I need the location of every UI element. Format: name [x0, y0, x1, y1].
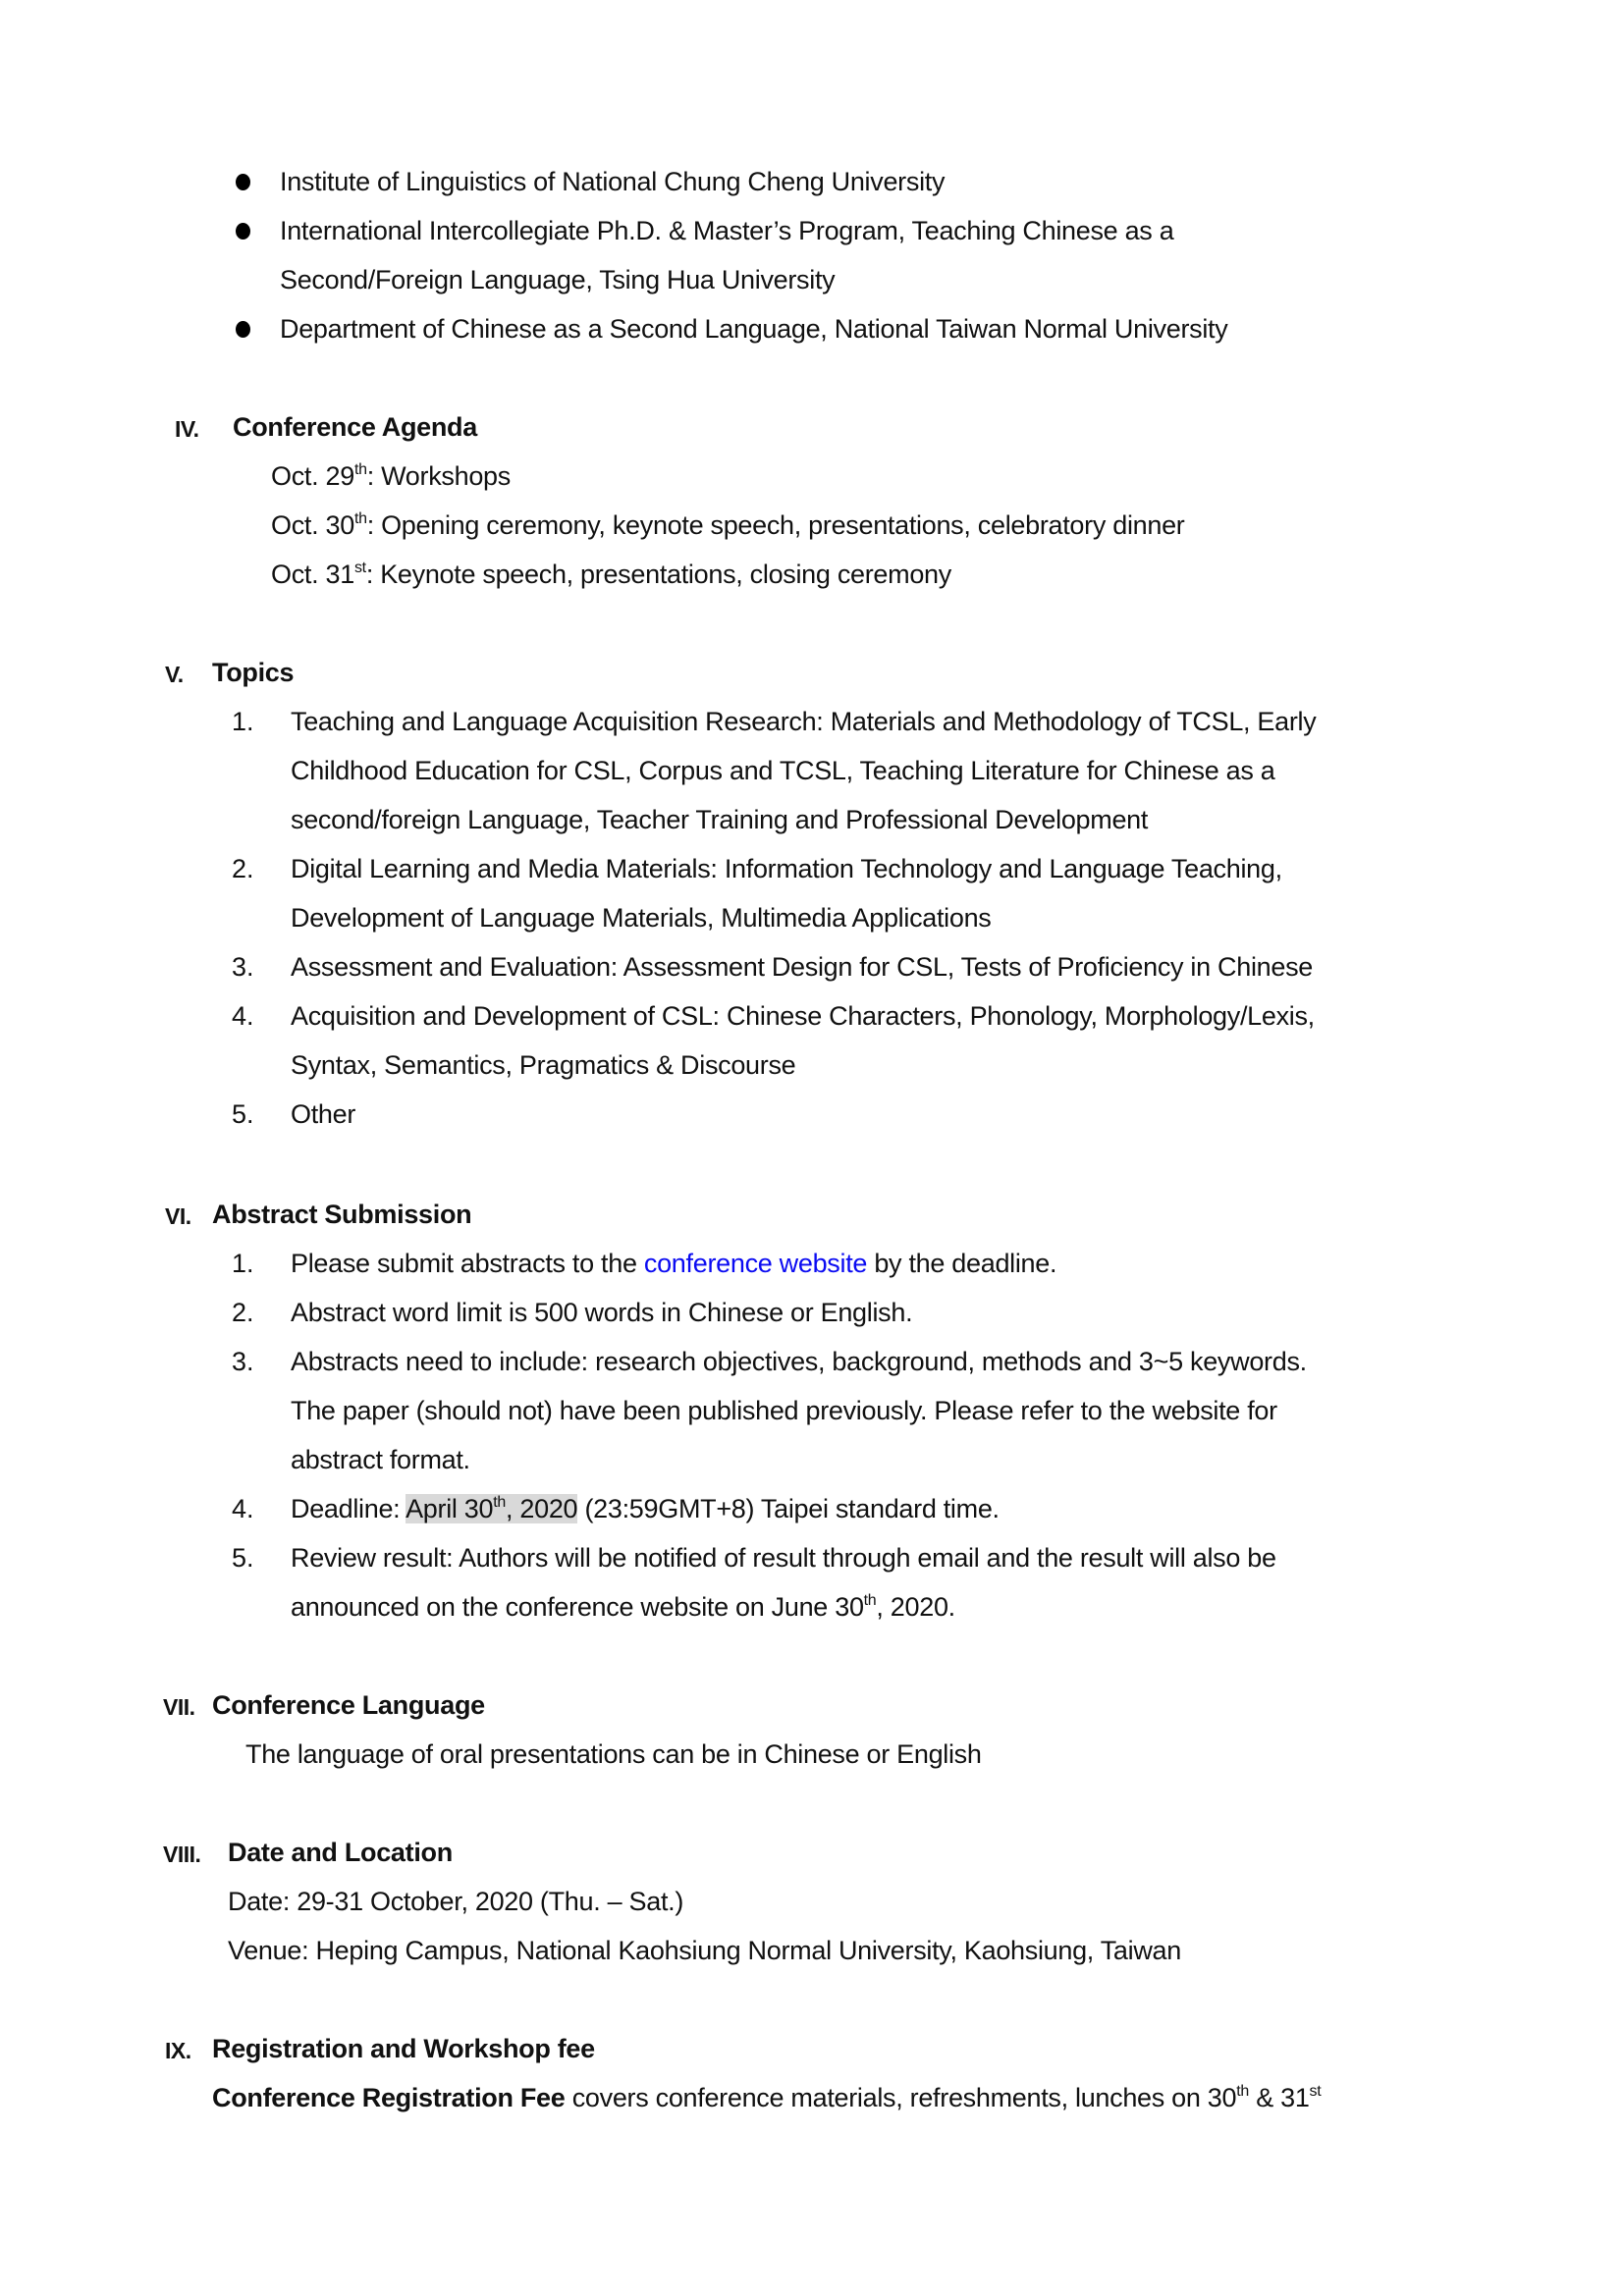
bullet-icon: [236, 174, 250, 190]
fee-label: Conference Registration Fee: [212, 2083, 566, 2112]
abstract-item: Abstract word limit is 500 words in Chinese or English.: [291, 1298, 913, 1327]
list-number: 5.: [232, 1543, 254, 1573]
topic-item: Teaching and Language Acquisition Research: Materials and Methodology of TCSL, Early: [291, 707, 1317, 736]
ordinal-suffix: th: [353, 510, 367, 527]
event-date: Date: 29-31 October, 2020 (Thu. – Sat.): [228, 1887, 684, 1916]
deadline-label: Deadline:: [291, 1494, 406, 1523]
organizer-item-continued: Second/Foreign Language, Tsing Hua University: [280, 265, 836, 294]
section-title: Conference Language: [212, 1690, 485, 1720]
organizer-item: Department of Chinese as a Second Language, National Taiwan Normal University: [280, 314, 1228, 344]
list-number: 3.: [232, 952, 254, 982]
section-numeral: V.: [165, 662, 184, 687]
agenda-text: : Opening ceremony, keynote speech, presentations, celebratory dinner: [366, 510, 1185, 540]
list-number: 4.: [232, 1494, 254, 1523]
ordinal-suffix: th: [353, 461, 367, 478]
ordinal-suffix: th: [1236, 2083, 1249, 2100]
agenda-item: [271, 508, 1185, 542]
section-numeral: IX.: [165, 2038, 191, 2063]
ordinal-suffix: st: [353, 560, 366, 576]
section-title: Topics: [212, 658, 295, 687]
ordinal-suffix: th: [493, 1494, 506, 1511]
deadline-item: [291, 1492, 1000, 1525]
abstract-text: Please submit abstracts to the: [291, 1249, 644, 1278]
list-number: 5.: [232, 1099, 254, 1129]
topic-item: Digital Learning and Media Materials: Information Technology and Language Teaching,: [291, 854, 1282, 883]
list-number: 1.: [232, 1249, 254, 1278]
list-number: 2.: [232, 854, 254, 883]
organizer-item: Institute of Linguistics of National Chung Cheng University: [280, 167, 946, 196]
section-title: Conference Agenda: [233, 412, 477, 442]
abstract-item-continued: abstract format.: [291, 1445, 470, 1474]
abstract-item-continued: [291, 1590, 955, 1624]
topic-item-continued: second/foreign Language, Teacher Training and Professional Development: [291, 805, 1149, 834]
topic-item-continued: Syntax, Semantics, Pragmatics & Discourse: [291, 1050, 796, 1080]
agenda-date: Oct. 31: [271, 560, 354, 589]
topic-item-continued: Childhood Education for CSL, Corpus and TCSL, Teaching Literature for Chinese as a: [291, 756, 1275, 785]
language-text: The language of oral presentations can be in Chinese or English: [245, 1739, 982, 1769]
section-title: Date and Location: [228, 1838, 453, 1867]
deadline-date: April 30: [406, 1494, 494, 1523]
topic-item: Other: [291, 1099, 356, 1129]
review-text: announced on the conference website on June 30: [291, 1592, 864, 1622]
agenda-date: Oct. 29: [271, 461, 354, 491]
agenda-text: : Keynote speech, presentations, closing ceremony: [365, 560, 951, 589]
section-numeral: VI.: [165, 1203, 191, 1229]
topic-item-continued: Development of Language Materials, Multimedia Applications: [291, 903, 992, 933]
bullet-icon: [236, 223, 250, 240]
topic-item: Assessment and Evaluation: Assessment Design for CSL, Tests of Proficiency in Chinese: [291, 952, 1314, 982]
event-venue: Venue: Heping Campus, National Kaohsiung Normal University, Kaohsiung, Taiwan: [228, 1936, 1181, 1965]
abstract-item: [291, 1247, 1056, 1280]
abstract-text: by the deadline.: [867, 1249, 1057, 1278]
section-numeral: VIII.: [163, 1842, 201, 1867]
list-number: 2.: [232, 1298, 254, 1327]
review-text: , 2020.: [876, 1592, 955, 1622]
fee-description: & 31: [1249, 2083, 1310, 2112]
agenda-text: : Workshops: [366, 461, 511, 491]
ordinal-suffix: st: [1309, 2083, 1322, 2100]
agenda-item: [271, 459, 511, 493]
conference-website-link[interactable]: conference website: [643, 1249, 868, 1278]
section-numeral: VII.: [163, 1694, 195, 1720]
section-title: Registration and Workshop fee: [212, 2034, 595, 2063]
list-number: 1.: [232, 707, 254, 736]
fee-description: covers conference materials, refreshments, lunches on 30: [565, 2083, 1237, 2112]
deadline-year: , 2020: [506, 1494, 578, 1523]
list-number: 4.: [232, 1001, 254, 1031]
organizer-item: International Intercollegiate Ph.D. & Master’s Program, Teaching Chinese as a: [280, 216, 1174, 245]
abstract-item-continued: The paper (should not) have been published previously. Please refer to the website for: [291, 1396, 1277, 1425]
topic-item: Acquisition and Development of CSL: Chinese Characters, Phonology, Morphology/Lexis,: [291, 1001, 1315, 1031]
deadline-time: (23:59GMT+8) Taipei standard time.: [577, 1494, 1000, 1523]
abstract-item: Abstracts need to include: research objectives, background, methods and 3~5 keywords.: [291, 1347, 1307, 1376]
agenda-item: [271, 558, 951, 591]
section-title: Abstract Submission: [212, 1200, 472, 1229]
abstract-item: Review result: Authors will be notified of result through email and the result will also be: [291, 1543, 1276, 1573]
agenda-date: Oct. 30: [271, 510, 354, 540]
bullet-icon: [236, 321, 250, 338]
list-number: 3.: [232, 1347, 254, 1376]
registration-fee-text: [212, 2081, 1321, 2114]
section-numeral: IV.: [175, 416, 199, 442]
ordinal-suffix: th: [863, 1592, 877, 1609]
deadline-date-highlight: [406, 1494, 577, 1523]
